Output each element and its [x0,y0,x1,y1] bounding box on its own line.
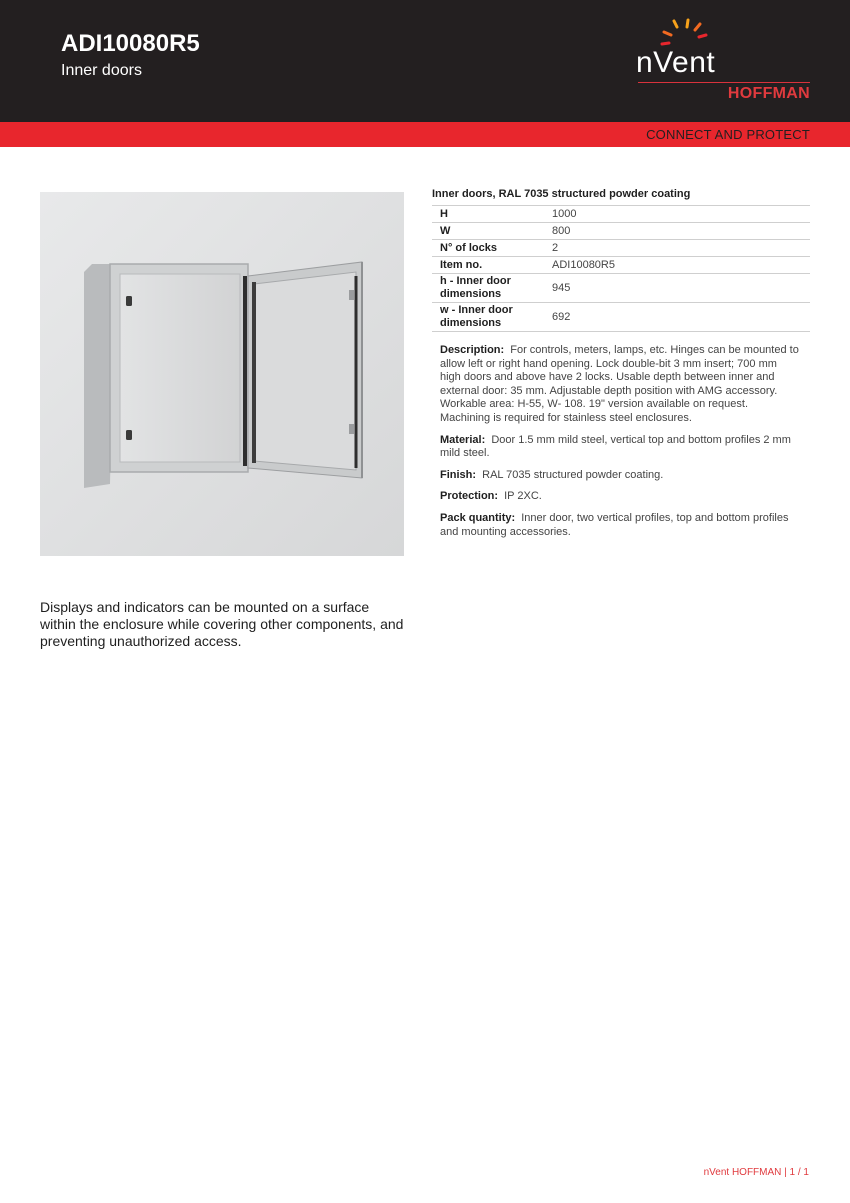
product-title: ADI10080R5 [61,30,200,57]
spec-label: W [440,224,451,237]
protection-paragraph [440,490,800,504]
spec-value: 692 [552,310,571,323]
finish-label: Finish: [440,468,477,481]
spec-label: H [440,207,448,220]
spec-row [432,257,810,274]
spec-value: 1000 [552,207,577,220]
material-paragraph [440,434,800,461]
spec-row [432,223,810,240]
nvent-hoffman-logo [630,18,815,110]
logo-wordmark: nVent [636,46,716,79]
description-label: Description: [440,344,505,356]
spec-row [432,206,810,223]
enclosure-product-image [40,192,404,556]
spec-value: 2 [552,241,559,254]
product-intro-text: Displays and indicators can be mounted on a surface within the enclosure while covering other components, and preventing unauthorized access. [40,599,404,649]
banner-tagline: CONNECT AND PROTECT [646,127,810,142]
description-text: For controls, meters, lamps, etc. Hinges can be mounted to allow left or right hand opening. Lock double-bit 3 mm insert; 700 mm high doors and above have 2 locks. Usable depth between inner and external door: 35 mm. Adjustable depth position with AMG accessory. Workable area: H-55, W- 108. 19" version available on request. Machining is required for stainless steel enclosures. [440,344,799,424]
finish-text: RAL 7035 structured powder coating. [482,468,664,481]
spec-row [432,303,810,332]
pack-quantity-text: Inner door, two vertical profiles, top and bottom profiles and mounting accessories. [440,511,789,538]
page-header [0,0,850,122]
spec-row [432,240,810,257]
protection-text: IP 2XC. [504,490,542,503]
logo-brand: HOFFMAN [727,85,810,102]
spec-value: 945 [552,281,571,294]
spec-table [432,205,810,332]
logo-divider [638,82,810,83]
spec-value: ADI10080R5 [552,258,615,271]
pack-quantity-paragraph [440,512,800,539]
product-subtitle: Inner doors [61,62,142,79]
spec-row [432,274,810,303]
spec-label: N° of locks [440,241,497,254]
spec-table-heading: Inner doors, RAL 7035 structured powder coating [432,188,691,200]
material-label: Material: [440,433,486,446]
spec-value: 800 [552,224,571,237]
pack-quantity-label: Pack quantity: [440,511,516,524]
spec-label: Item no. [440,258,483,271]
product-details [440,344,800,547]
material-text: Door 1.5 mm mild steel, vertical top and bottom profiles 2 mm mild steel. [440,433,791,460]
page-footer: nVent HOFFMAN | 1 / 1 [703,1167,809,1178]
spec-label: w - Inner door dimensions [440,304,513,329]
description-paragraph [440,344,800,426]
finish-paragraph [440,469,800,483]
protection-label: Protection: [440,490,499,503]
spec-label: h - Inner door dimensions [440,275,511,300]
